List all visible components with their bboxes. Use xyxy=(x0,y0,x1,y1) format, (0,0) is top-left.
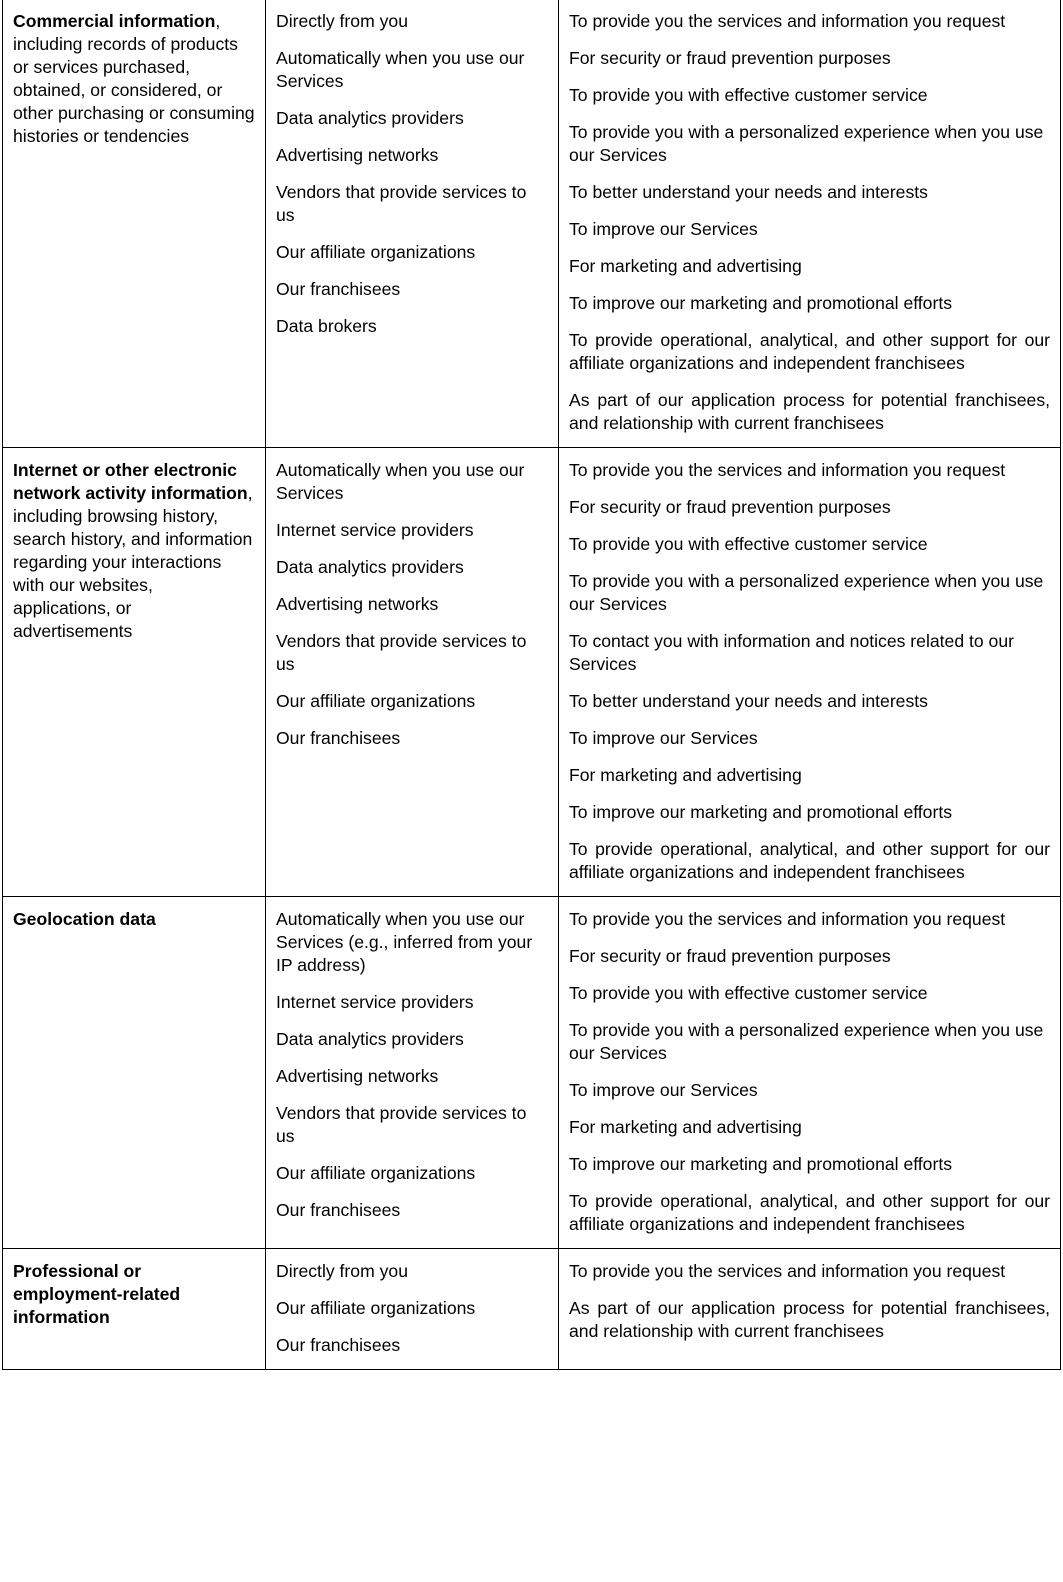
source-item: Data analytics providers xyxy=(276,1029,464,1049)
purpose-item: For security or fraud prevention purposes xyxy=(569,946,891,966)
purpose-item: To provide you with effective customer service xyxy=(569,534,928,554)
source-item: Our affiliate organizations xyxy=(276,1298,476,1318)
purpose-item: To provide you with a personalized experience when you use our Services xyxy=(569,122,1044,165)
category-description: , including records of products or services purchased, obtained, or considered, or other purchasing or consuming histories or tendencies xyxy=(13,11,255,146)
purpose-item: To provide you the services and information you request xyxy=(569,11,1006,31)
category-cell xyxy=(3,448,266,897)
purpose-item: To provide you the services and information you request xyxy=(569,460,1006,480)
source-item: Data analytics providers xyxy=(276,108,464,128)
purpose-item: To provide operational, analytical, and other support for our affiliate organizations and independent franchisees xyxy=(569,839,1050,882)
purpose-item: To provide you with effective customer service xyxy=(569,983,928,1003)
purpose-item: To improve our marketing and promotional efforts xyxy=(569,1154,953,1174)
purpose-item: To provide you with effective customer service xyxy=(569,85,928,105)
purpose-item: For security or fraud prevention purposes xyxy=(569,497,891,517)
category-cell xyxy=(3,0,266,448)
category-title: Commercial information xyxy=(13,11,216,31)
source-item: Data brokers xyxy=(276,316,377,336)
purpose-item: To improve our Services xyxy=(569,1080,758,1100)
purpose-item: To provide you the services and information you request xyxy=(569,909,1006,929)
purposes-cell xyxy=(559,1249,1061,1370)
source-item: Vendors that provide services to us xyxy=(276,1103,527,1146)
source-item: Data analytics providers xyxy=(276,557,464,577)
category-title: Professional or employment-related information xyxy=(13,1261,181,1327)
purpose-item: To better understand your needs and interests xyxy=(569,691,928,711)
purpose-item: To provide operational, analytical, and other support for our affiliate organizations and independent franchisees xyxy=(569,1191,1050,1234)
purpose-item: As part of our application process for potential franchisees, and relationship with current franchisees xyxy=(569,1298,1050,1341)
purposes-cell xyxy=(559,0,1061,448)
category-text xyxy=(13,908,255,931)
purpose-item: To improve our marketing and promotional efforts xyxy=(569,802,953,822)
purpose-item: For marketing and advertising xyxy=(569,765,802,785)
purpose-item: To improve our Services xyxy=(569,219,758,239)
purpose-item: To provide operational, analytical, and other support for our affiliate organizations and independent franchisees xyxy=(569,330,1050,373)
source-item: Internet service providers xyxy=(276,520,474,540)
source-item: Our franchisees xyxy=(276,1200,401,1220)
table-row-internet-activity-information xyxy=(3,448,1061,897)
personal-information-table xyxy=(2,0,1061,1370)
purpose-item: To provide you with a personalized experience when you use our Services xyxy=(569,571,1044,614)
source-item: Advertising networks xyxy=(276,594,439,614)
source-item: Advertising networks xyxy=(276,145,439,165)
purposes-cell xyxy=(559,897,1061,1249)
category-cell xyxy=(3,1249,266,1370)
category-cell xyxy=(3,897,266,1249)
purpose-item: To improve our Services xyxy=(569,728,758,748)
purpose-item: For security or fraud prevention purposes xyxy=(569,48,891,68)
purpose-item: To better understand your needs and interests xyxy=(569,182,928,202)
category-title: Internet or other electronic network activity information xyxy=(13,460,248,503)
purpose-item: To contact you with information and notices related to our Services xyxy=(569,631,1014,674)
source-item: Our affiliate organizations xyxy=(276,242,476,262)
source-item: Vendors that provide services to us xyxy=(276,182,527,225)
source-item: Our franchisees xyxy=(276,1335,401,1355)
source-item: Automatically when you use our Services (e.g., inferred from your IP address) xyxy=(276,909,533,975)
category-text xyxy=(13,10,255,148)
purpose-item: To provide you the services and information you request xyxy=(569,1261,1006,1281)
source-item: Our franchisees xyxy=(276,279,401,299)
source-item: Our affiliate organizations xyxy=(276,691,476,711)
purpose-item: To provide you with a personalized experience when you use our Services xyxy=(569,1020,1044,1063)
sources-cell xyxy=(266,0,559,448)
sources-cell xyxy=(266,897,559,1249)
source-item: Directly from you xyxy=(276,1261,408,1281)
source-item: Automatically when you use our Services xyxy=(276,460,525,503)
source-item: Automatically when you use our Services xyxy=(276,48,525,91)
category-title: Geolocation data xyxy=(13,909,156,929)
table-row-commercial-information xyxy=(3,0,1061,448)
category-description: , including browsing history, search history, and information regarding your interactions with our websites, applications, or advertisements xyxy=(13,483,253,641)
source-item: Our affiliate organizations xyxy=(276,1163,476,1183)
purpose-item: For marketing and advertising xyxy=(569,1117,802,1137)
sources-cell xyxy=(266,1249,559,1370)
category-text xyxy=(13,459,255,643)
source-item: Our franchisees xyxy=(276,728,401,748)
source-item: Vendors that provide services to us xyxy=(276,631,527,674)
source-item: Directly from you xyxy=(276,11,408,31)
purpose-item: For marketing and advertising xyxy=(569,256,802,276)
purpose-item: As part of our application process for potential franchisees, and relationship with current franchisees xyxy=(569,390,1050,433)
purposes-cell xyxy=(559,448,1061,897)
source-item: Advertising networks xyxy=(276,1066,439,1086)
table-row-geolocation-data xyxy=(3,897,1061,1249)
purpose-item: To improve our marketing and promotional efforts xyxy=(569,293,953,313)
sources-cell xyxy=(266,448,559,897)
category-text xyxy=(13,1260,255,1329)
source-item: Internet service providers xyxy=(276,992,474,1012)
table-row-professional-information xyxy=(3,1249,1061,1370)
